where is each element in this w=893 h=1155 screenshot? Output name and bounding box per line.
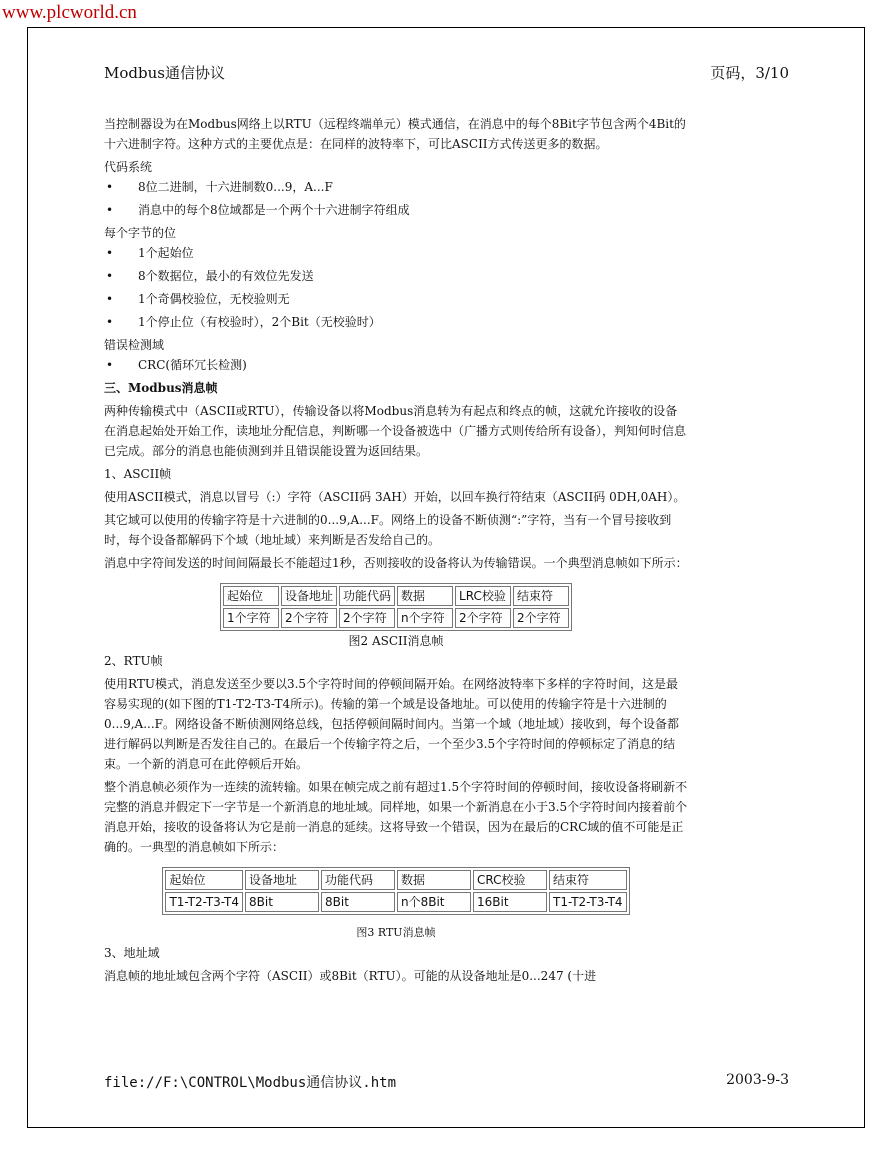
- table-cell: 1个字符: [223, 608, 279, 628]
- table-row: [223, 586, 569, 606]
- table-cell: 8Bit: [245, 892, 319, 912]
- paragraph-ascii-1: 使用ASCII模式，消息以冒号（:）字符（ASCII码 3AH）开始，以回车换行符结束（ASCII码 0DH,0AH）。: [104, 490, 686, 504]
- header-title: Modbus通信协议: [104, 64, 225, 82]
- footer-date: 2003-9-3: [726, 1072, 789, 1088]
- paragraph-frames: 两种传输模式中（ASCII或RTU），传输设备以将Modbus消息转为有起点和终点的帧，这就允许接收的设备在消息起始处开始工作，读地址分配信息，判断哪一个设备被选中（广播方式则传给所有设备），判知何时信息已完成。部分的消息也能侦测到并且错误能设置为返回结果。: [104, 404, 687, 458]
- list-item-text: 1个起始位: [138, 246, 194, 260]
- table-cell: 结束符: [549, 870, 627, 890]
- list-item: [104, 243, 688, 263]
- table-cell: LRC校验: [455, 586, 511, 606]
- table-cell: 起始位: [223, 586, 279, 606]
- table-cell: 设备地址: [245, 870, 319, 890]
- bullet-icon: •: [106, 269, 114, 283]
- figure-caption-rtu: 图3 RTU消息帧: [356, 926, 436, 939]
- list-item-text: 1个停止位（有校验时），2个Bit（无校验时）: [138, 315, 381, 329]
- list-item-text: 8个数据位，最小的有效位先发送: [138, 269, 314, 283]
- list-item: [104, 200, 688, 220]
- table-cell: 设备地址: [281, 586, 337, 606]
- table-cell: T1-T2-T3-T4: [549, 892, 627, 912]
- list-item-text: 1个奇偶校验位，无校验则无: [138, 292, 290, 306]
- table-cell: 结束符: [513, 586, 569, 606]
- list-item-text: CRC(循环冗长检测): [138, 358, 247, 372]
- bullet-icon: •: [106, 315, 114, 329]
- table-cell: n个字符: [397, 608, 453, 628]
- bullet-icon: •: [106, 246, 114, 260]
- footer-file-path: file://F:\CONTROL\Modbus通信协议.htm: [104, 1075, 397, 1091]
- table-cell: 8Bit: [321, 892, 395, 912]
- heading-bits-per-byte: 每个字节的位: [104, 226, 177, 240]
- heading-section-3: 三、Modbus消息帧: [104, 381, 218, 395]
- table-cell: 2个字符: [455, 608, 511, 628]
- figure-caption-ascii: 图2 ASCII消息帧: [348, 634, 444, 648]
- paragraph-ascii-2: 其它域可以使用的传输字符是十六进制的0...9,A...F。网络上的设备不断侦测“:”字符，当有一个冒号接收到时，每个设备都解码下个域（地址域）来判断是否发给自己的。: [104, 513, 672, 547]
- list-item-text: 8位二进制，十六进制数0...9，A...F: [138, 180, 333, 194]
- bullet-icon: •: [106, 358, 114, 372]
- table-cell: 数据: [397, 870, 471, 890]
- paragraph-ascii-3: 消息中字符间发送的时间间隔最长不能超过1秒，否则接收的设备将认为传输错误。一个典型消息帧如下所示：: [104, 556, 688, 570]
- table-cell: CRC校验: [473, 870, 547, 890]
- bullet-icon: •: [106, 180, 114, 194]
- table-cell: 功能代码: [339, 586, 395, 606]
- table-cell: 2个字符: [281, 608, 337, 628]
- table-cell: 2个字符: [339, 608, 395, 628]
- table-cell: 数据: [397, 586, 453, 606]
- table-row: [223, 608, 569, 628]
- bullet-icon: •: [106, 203, 114, 217]
- list-item: [104, 312, 688, 332]
- ascii-frame-table: [220, 583, 572, 631]
- heading-error-check: 错误检测域: [104, 338, 165, 352]
- bullet-icon: •: [106, 292, 114, 306]
- document-body: [104, 114, 688, 986]
- rtu-frame-table: [162, 867, 629, 915]
- heading-rtu-frame: 2、RTU帧: [104, 654, 163, 668]
- list-item: [104, 289, 688, 309]
- table-cell: T1-T2-T3-T4: [165, 892, 243, 912]
- paragraph-rtu-intro: 当控制器设为在Modbus网络上以RTU（远程终端单元）模式通信，在消息中的每个8Bit字节包含两个4Bit的十六进制字符。这种方式的主要优点是：在同样的波特率下，可比ASCII方式传送更多的数据。: [104, 117, 686, 151]
- table-cell: n个8Bit: [397, 892, 471, 912]
- heading-code-system: 代码系统: [104, 160, 153, 174]
- paragraph-rtu-2: 整个消息帧必须作为一连续的流转输。如果在帧完成之前有超过1.5个字符时间的停顿时间，接收设备将刷新不完整的消息并假定下一字节是一个新消息的地址域。同样地，如果一个新消息在小于3.5个字符时间内接着前个消息开始，接收的设备将认为它是前一消息的延续。这将导致一个错误，因为在最后的CRC域的值不可能是正确的。一典型的消息帧如下所示：: [104, 780, 688, 854]
- watermark: www.plcworld.cn: [2, 2, 137, 23]
- table-cell: 2个字符: [513, 608, 569, 628]
- paragraph-rtu-1: 使用RTU模式，消息发送至少要以3.5个字符时间的停顿间隔开始。在网络波特率下多样的字符时间，这是最容易实现的(如下图的T1-T2-T3-T4所示)。传输的第一个域是设备地址。可以使用的传输字符是十六进制的0...9,A...F。网络设备不断侦测网络总线，包括停顿间隔时间内。当第一个域（地址域）接收到，每个设备都进行解码以判断是否发往自己的。在最后一个传输字符之后，一个至少3.5个字符时间的停顿标定了消息的结束。一个新的消息可在此停顿后开始。: [104, 677, 679, 771]
- table-row: [165, 870, 626, 890]
- list-item: [104, 266, 688, 286]
- heading-address-field: 3、地址域: [104, 946, 160, 960]
- heading-ascii-frame: 1、ASCII帧: [104, 467, 172, 481]
- list-item: [104, 177, 688, 197]
- table-cell: 16Bit: [473, 892, 547, 912]
- list-item: [104, 355, 688, 375]
- table-cell: 起始位: [165, 870, 243, 890]
- paragraph-address: 消息帧的地址域包含两个字符（ASCII）或8Bit（RTU）。可能的从设备地址是0...247 (十进: [104, 969, 597, 983]
- table-row: [165, 892, 626, 912]
- list-item-text: 消息中的每个8位域都是一个两个十六进制字符组成: [138, 203, 410, 217]
- table-cell: 功能代码: [321, 870, 395, 890]
- header-page-number: 页码，3/10: [710, 64, 789, 82]
